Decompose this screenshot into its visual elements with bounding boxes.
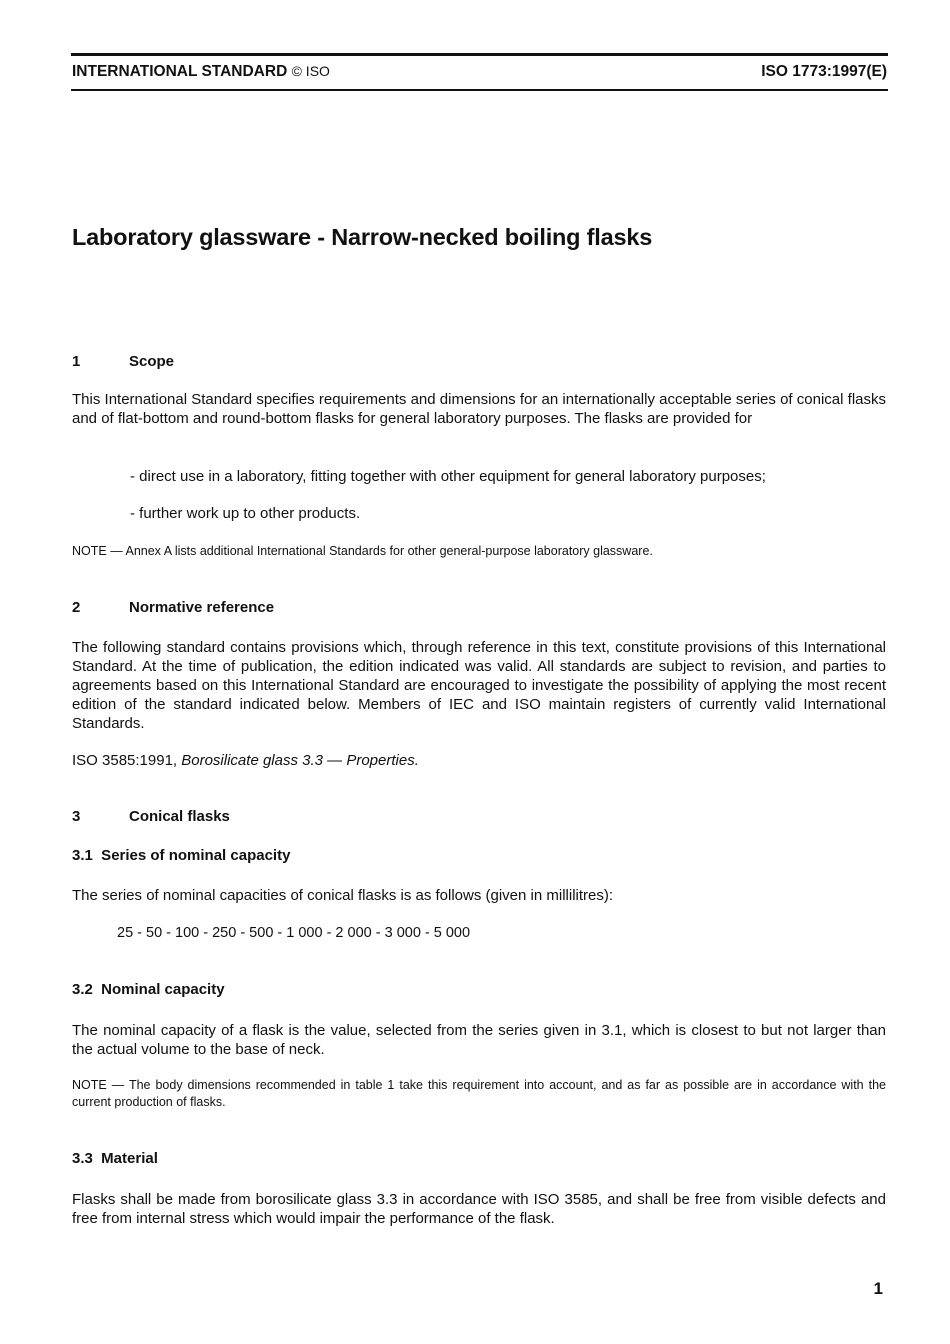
section-number: 3	[72, 808, 81, 825]
capacity-series: 25 - 50 - 100 - 250 - 500 - 1 000 - 2 000 - 3 000 - 5 000	[117, 925, 471, 941]
section-title: Scope	[129, 353, 175, 370]
header-bottom-rule	[71, 89, 888, 91]
scope-bullet-1: - direct use in a laboratory, fitting together with other equipment for general laboratory purposes;	[130, 468, 766, 485]
subsection-heading-3-3: 3.3 Material	[72, 1150, 158, 1167]
subsection-3-3-paragraph: Flasks shall be made from borosilicate glass 3.3 in accordance with ISO 3585, and shall be free from visible defects and free from internal stress which would impair the performance of the flask.	[72, 1191, 886, 1227]
document-title: Laboratory glassware - Narrow-necked boiling flasks	[72, 224, 653, 250]
header-standard-label: INTERNATIONAL STANDARD	[72, 63, 288, 80]
subsection-3-2-note: NOTE — The body dimensions recommended in table 1 take this requirement into account, and as far as possible are in accordance with the current production of flasks.	[72, 1078, 886, 1109]
section-number: 1	[72, 353, 81, 370]
subsection-3-1-paragraph: The series of nominal capacities of conical flasks is as follows (given in millilitres):	[72, 887, 614, 904]
scope-bullet-2: - further work up to other products.	[130, 505, 361, 522]
reference-title: Borosilicate glass 3.3 — Properties.	[181, 752, 419, 769]
page-number: 1	[873, 1279, 883, 1298]
subsection-heading-3-1: 3.1 Series of nominal capacity	[72, 847, 291, 864]
header-top-rule	[71, 53, 888, 56]
subsection-3-2-paragraph: The nominal capacity of a flask is the value, selected from the series given in 3.1, which is closest to but not larger than the actual volume to the base of neck.	[72, 1022, 886, 1058]
header-left	[72, 63, 330, 81]
scope-note: NOTE — Annex A lists additional International Standards for other general-purpose laboratory glassware.	[72, 544, 653, 558]
header-copyright: © ISO	[291, 63, 330, 79]
section-title: Normative reference	[129, 599, 275, 616]
section-number: 2	[72, 599, 81, 616]
scope-paragraph: This International Standard specifies requirements and dimensions for an internationally acceptable series of conical flasks and of flat-bottom and round-bottom flasks for general laboratory purposes. The flasks are provided for	[72, 391, 886, 427]
reference-code: ISO 3585:1991,	[72, 752, 182, 769]
normative-paragraph: The following standard contains provisions which, through reference in this text, constitute provisions of this International Standard. At the time of publication, the edition indicated was valid. All standards are subject to revision, and parties to agreements based on this International Standard are encouraged to investigate the possibility of applying the most recent edition of the standard indicated below. Members of IEC and ISO maintain registers of currently valid International Standards.	[72, 639, 886, 732]
subsection-heading-3-2: 3.2 Nominal capacity	[72, 981, 225, 998]
normative-reference	[72, 751, 886, 770]
header-doc-id: ISO 1773:1997(E)	[761, 63, 887, 80]
section-title: Conical flasks	[129, 808, 230, 825]
